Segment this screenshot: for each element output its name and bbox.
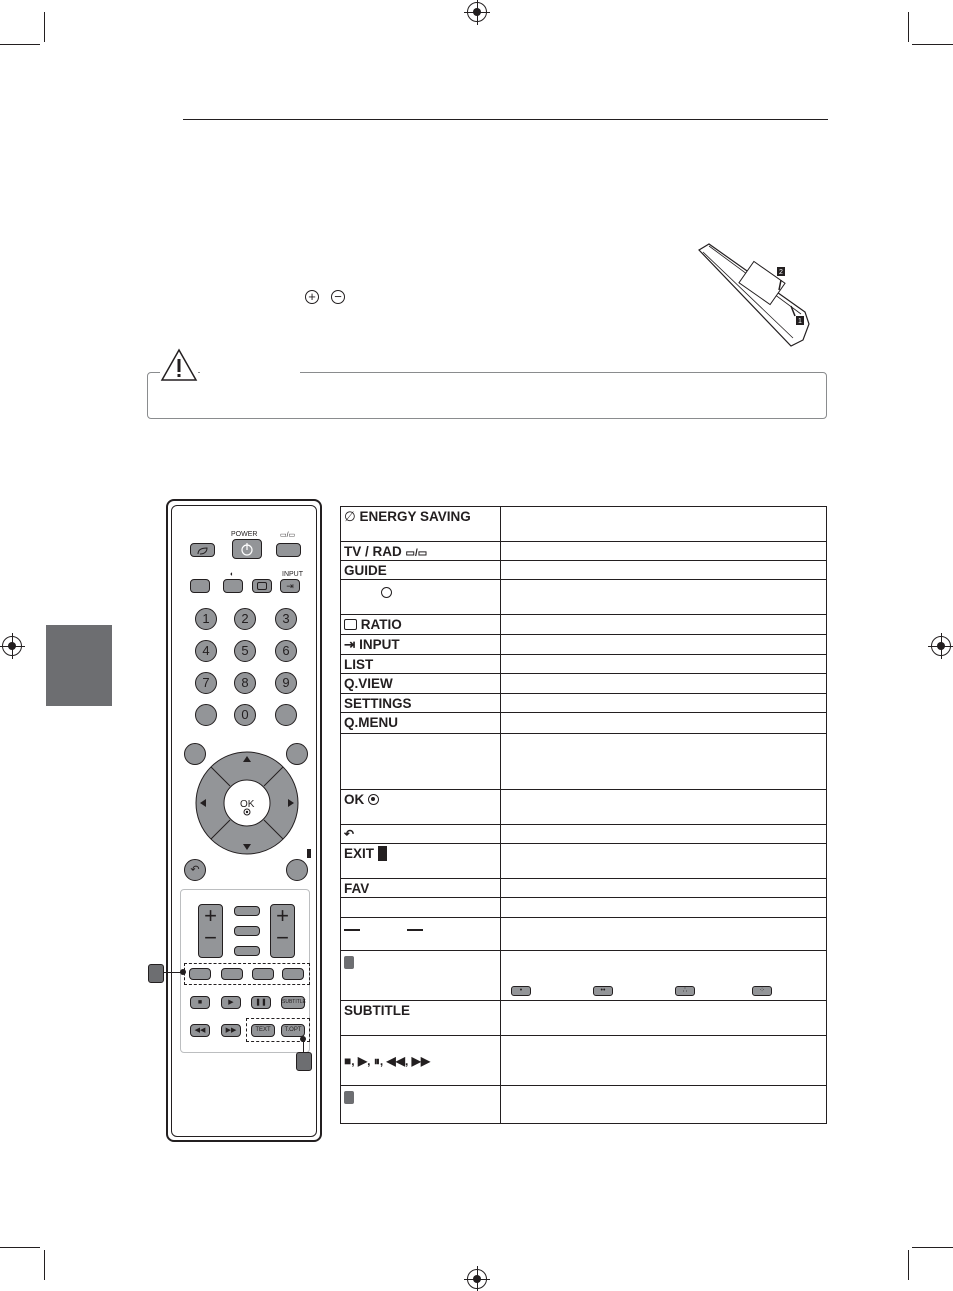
table-row xyxy=(341,825,826,844)
table-row xyxy=(341,879,826,898)
tv-rad-label: ▭/▭ xyxy=(280,532,296,539)
table-row xyxy=(341,918,826,951)
table-row xyxy=(341,734,826,790)
list-button[interactable] xyxy=(195,704,217,726)
callout-badge-icon xyxy=(344,1091,354,1104)
volume-rocker[interactable]: + − xyxy=(198,904,223,958)
callout-badge-teletext xyxy=(296,1052,312,1071)
ok-icon xyxy=(368,794,379,805)
table-row xyxy=(341,1086,826,1125)
ratio-icon xyxy=(344,619,357,630)
table-row xyxy=(341,580,826,615)
digit-1-button[interactable]: 1 xyxy=(195,608,217,630)
rewind-button[interactable]: ◀◀ xyxy=(190,1024,210,1037)
green-key-icon: •• xyxy=(593,986,613,996)
digit-4-button[interactable]: 4 xyxy=(195,640,217,662)
lower-button-panel xyxy=(180,889,310,1053)
digit-5-button[interactable]: 5 xyxy=(234,640,256,662)
guide-button[interactable] xyxy=(190,579,210,593)
table-row xyxy=(341,561,826,580)
row-key: ENERGY SAVING xyxy=(359,509,471,524)
ad-label: ◐ xyxy=(230,571,235,578)
row-key: FAV xyxy=(344,881,370,896)
power-icon xyxy=(233,540,261,558)
table-row xyxy=(341,790,826,825)
crop-mark xyxy=(912,44,953,45)
tv-rad-button[interactable] xyxy=(276,543,301,557)
svg-text:1: 1 xyxy=(798,318,802,325)
registration-mark-icon xyxy=(467,1269,487,1289)
table-row xyxy=(341,1036,826,1086)
registration-mark-icon xyxy=(2,636,22,656)
warning-icon xyxy=(160,348,198,382)
callout-dot xyxy=(180,969,186,975)
text-button[interactable]: TEXT xyxy=(251,1024,275,1037)
table-row xyxy=(341,694,826,713)
digit-9-button[interactable]: 9 xyxy=(275,672,297,694)
caution-gap xyxy=(200,372,300,375)
stop-button[interactable]: ■ xyxy=(190,996,210,1009)
crop-mark xyxy=(0,44,40,45)
digit-0-button[interactable]: 0 xyxy=(234,704,256,726)
color-keys-highlight xyxy=(184,963,310,985)
digit-2-button[interactable]: 2 xyxy=(234,608,256,630)
callout-badge-color-keys xyxy=(148,964,164,983)
energy-saving-icon: ∅ xyxy=(344,509,356,524)
row-key: SETTINGS xyxy=(344,696,412,711)
input-label: INPUT xyxy=(282,571,303,578)
exit-icon xyxy=(307,849,311,858)
energy-saving-icon xyxy=(191,545,214,557)
ratio-icon xyxy=(257,582,267,590)
crop-mark xyxy=(908,12,909,42)
program-rocker[interactable]: + − xyxy=(270,904,295,958)
power-button[interactable] xyxy=(232,539,262,559)
back-button[interactable]: ↶ xyxy=(184,859,206,881)
caution-box xyxy=(147,372,827,419)
crop-mark xyxy=(912,1247,953,1248)
blue-key-icon: ⁘ xyxy=(752,986,772,996)
table-row xyxy=(341,507,826,542)
subtitle-button[interactable]: SUBTITLE xyxy=(281,996,305,1009)
svg-text:2: 2 xyxy=(779,269,783,276)
row-key: Q.VIEW xyxy=(344,676,393,691)
row-key: LIST xyxy=(344,657,374,672)
table-row xyxy=(341,844,826,879)
row-key: Q.MENU xyxy=(344,715,398,730)
exit-icon xyxy=(378,846,387,861)
callout-dot xyxy=(300,1036,306,1042)
energy-saving-button[interactable] xyxy=(190,543,215,557)
exit-button[interactable] xyxy=(286,859,308,881)
header-rule xyxy=(183,119,828,120)
topt-button[interactable]: T.OPT xyxy=(281,1024,305,1037)
fastforward-button[interactable]: ▶▶ xyxy=(221,1024,241,1037)
ratio-button[interactable] xyxy=(252,579,272,593)
table-row xyxy=(341,898,826,918)
digit-8-button[interactable]: 8 xyxy=(234,672,256,694)
table-row xyxy=(341,951,826,1001)
section-tab xyxy=(46,625,112,706)
minus-circle-icon: − xyxy=(331,290,345,304)
ok-label: OK xyxy=(240,799,255,810)
row-key: GUIDE xyxy=(344,563,387,578)
table-row xyxy=(341,1001,826,1036)
yellow-key-icon: ∴ xyxy=(675,986,695,996)
crop-mark xyxy=(44,12,45,42)
input-button[interactable]: ⇥ xyxy=(280,579,300,593)
remote-control xyxy=(166,499,322,1142)
ad-button[interactable] xyxy=(223,579,243,593)
registration-mark-icon xyxy=(467,2,487,22)
mute-button[interactable] xyxy=(234,946,260,956)
digit-6-button[interactable]: 6 xyxy=(275,640,297,662)
table-row xyxy=(341,542,826,561)
crop-mark xyxy=(908,1250,909,1280)
pause-button[interactable]: ❚❚ xyxy=(251,996,271,1009)
power-label: POWER xyxy=(231,531,258,538)
arrows-icon xyxy=(344,922,423,936)
ad-icon xyxy=(381,587,392,598)
playback-icon: ■, ▶, ⏸, ◀◀, ▶▶ xyxy=(344,1054,431,1068)
row-key: SUBTITLE xyxy=(344,1003,410,1018)
button-description-table xyxy=(340,506,827,1124)
red-key-icon: • xyxy=(511,986,531,996)
crop-mark xyxy=(0,1247,40,1248)
crop-mark xyxy=(44,1250,45,1280)
table-row xyxy=(341,615,826,635)
ratio-small-button[interactable] xyxy=(234,926,260,936)
table-row xyxy=(341,713,826,734)
table-row xyxy=(341,655,826,674)
fav-button[interactable] xyxy=(234,906,260,916)
row-key: OK xyxy=(344,792,365,807)
callout-badge-icon xyxy=(344,956,354,969)
row-key: INPUT xyxy=(359,637,400,652)
back-icon: ↶ xyxy=(344,827,355,841)
input-icon: ⇥ xyxy=(344,637,356,652)
digit-7-button[interactable]: 7 xyxy=(195,672,217,694)
row-key: EXIT xyxy=(344,846,375,861)
battery-cover-illustration xyxy=(695,242,815,347)
play-button[interactable]: ▶ xyxy=(221,996,241,1009)
plus-circle-icon: + xyxy=(305,290,319,304)
tv-radio-icon: ▭/▭ xyxy=(405,548,428,559)
table-row xyxy=(341,635,826,655)
row-key: RATIO xyxy=(360,617,402,632)
registration-mark-icon xyxy=(931,636,951,656)
row-key: TV / RAD xyxy=(344,544,402,559)
qview-button[interactable] xyxy=(275,704,297,726)
table-row xyxy=(341,674,826,694)
digit-3-button[interactable]: 3 xyxy=(275,608,297,630)
